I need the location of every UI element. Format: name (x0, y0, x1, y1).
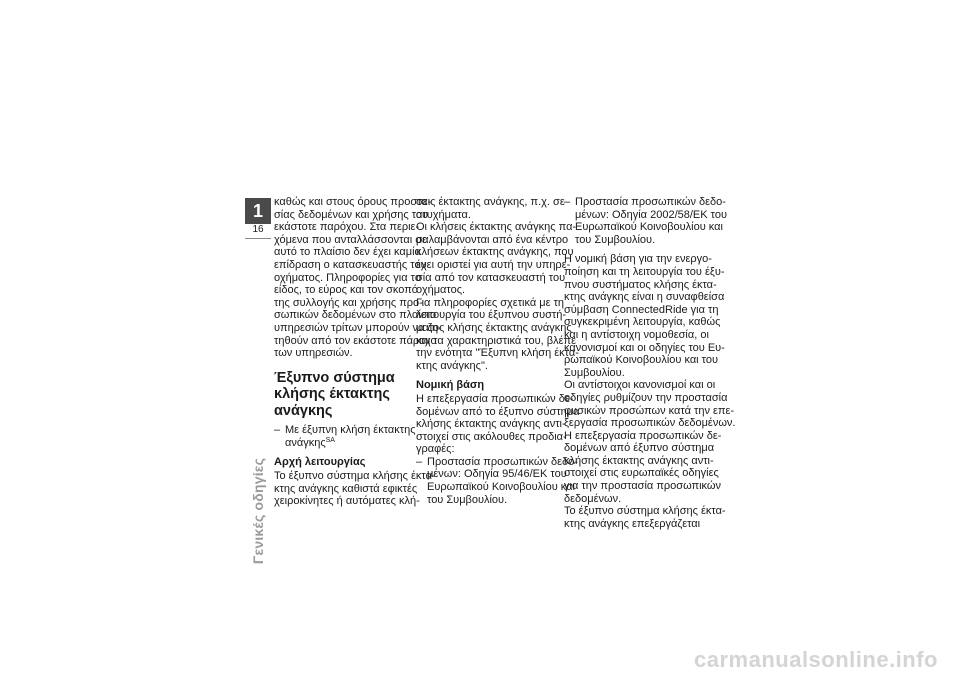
text-line: σίας δεδομένων και χρήσης του (274, 208, 429, 221)
text-column-3 (564, 196, 736, 530)
text-line: χόμενα που ανταλλάσσονται σε (274, 233, 427, 246)
text-line: Για πληροφορίες σχετικά με τη (416, 296, 565, 309)
text-line: τηθούν από τον εκάστοτε πάροχο (274, 334, 437, 347)
intro-paragraph (274, 196, 442, 360)
text-line: σία από τον κατασκευαστή του (416, 271, 566, 284)
optional-equipment-marker: SA (325, 436, 335, 444)
text-line: ποίηση και τη λειτουργία του έξυ- (564, 265, 725, 278)
text-line: σεις έκτακτης ανάγκης, π.χ. σε (416, 196, 565, 208)
dash-item-text: μένων: Οδηγία 95/46/ΕΚ του (427, 468, 567, 481)
text-line: κτης ανάγκης επεξεργάζεται (564, 517, 701, 530)
watermark: carmanualsonline.info (694, 647, 938, 672)
page-number: 16 (252, 224, 264, 235)
text-line: κτης ανάγκης καθιστά εφικτές (274, 482, 418, 495)
sidebar-divider (245, 238, 271, 239)
text-line: Η επεξεργασία προσωπικών δε- (416, 392, 574, 405)
text-line: σωπικών δεδομένων στο πλαίσιο (274, 309, 437, 322)
text-line: κλήσης έκτακτης ανάγκης αντι- (564, 454, 714, 467)
legal-paragraph (416, 392, 580, 456)
section-heading (274, 370, 402, 420)
text-line: εκάστοτε παρόχου. Στα περιε- (274, 221, 420, 234)
chapter-number-badge: 1 (245, 198, 271, 224)
text-line: Το έξυπνο σύστημα κλήσης έκτα- (274, 470, 436, 482)
chapter-title-vertical: Γενικές οδηγίες (250, 457, 266, 565)
heading-line: κλήσης έκτακτης (274, 386, 390, 403)
dash-item-text: Ευρωπαϊκού Κοινοβουλίου και (575, 221, 723, 234)
text-line: Η επεξεργασία προσωπικών δε- (564, 429, 722, 442)
text-line: και τα χαρακτηριστικά του, βλέπε (416, 334, 576, 347)
text-line: για την προστασία προσωπικών (564, 480, 722, 493)
text-line: κλήσεων έκτακτης ανάγκης, που (416, 246, 574, 259)
text-line: υπηρεσιών τρίτων μπορούν να ζη- (274, 321, 442, 334)
dash-item-text: Προστασία προσωπικών δεδο- (427, 455, 578, 468)
dash-item-text: ανάγκης (285, 436, 326, 449)
text-line: δεδομένων. (564, 492, 622, 505)
text-line: ματος κλήσης έκτακτης ανάγκης (416, 321, 572, 334)
principle-paragraph (274, 470, 436, 508)
text-line: στοιχεί στις ακόλουθες προδια- (416, 430, 567, 443)
text-line: Οι αντίστοιχοι κανονισμοί και οι (564, 379, 716, 392)
text-line: οχήματος. (416, 284, 466, 297)
text-line: καθώς και στους όρους προστα- (274, 196, 432, 208)
dash-marker: – (416, 455, 423, 468)
text-line: και η αντίστοιχη νομοθεσία, οι (564, 328, 709, 341)
text-line: φυσικών προσώπων κατά την επε- (564, 404, 735, 417)
dash-marker: – (274, 424, 281, 437)
function-paragraph (416, 196, 579, 372)
text-line: χειροκίνητες ή αυτόματες κλή- (274, 495, 420, 508)
text-line: σύμβαση ConnectedRide για τη (564, 303, 719, 316)
dash-item-text: Ευρωπαϊκού Κοινοβουλίου και (427, 481, 575, 494)
text-line: κανονισμοί και οι οδηγίες του Ευ- (564, 341, 725, 354)
text-line: οχήματος. Πληροφορίες για το (274, 271, 421, 284)
text-line: στοιχεί στις ευρωπαϊκές οδηγίες (564, 467, 719, 480)
text-line: Η νομική βάση για την ενεργο- (564, 253, 712, 266)
text-line: κλήσης έκτακτης ανάγκης αντι- (416, 418, 566, 431)
dash-item-text: Με έξυπνη κλήση έκτακτης (285, 424, 416, 437)
dash-item-text: Προστασία προσωπικών δεδο- (575, 196, 726, 208)
subheading-legal-basis: Νομική βάση (416, 379, 485, 392)
dash-item-text: του Συμβουλίου. (575, 233, 656, 246)
text-line: έχει οριστεί για αυτή την υπηρε- (416, 258, 571, 271)
text-line: είδος, το εύρος και τον σκοπό (274, 284, 418, 297)
text-line: κτης ανάγκης". (416, 359, 488, 372)
text-line: της συλλογής και χρήσης προ- (274, 296, 423, 309)
text-line: κτης ανάγκης είναι η συναφθείσα (564, 291, 725, 304)
text-line: ραλαμβάνονται από ένα κέντρο (416, 233, 569, 246)
heading-line: Έξυπνο σύστημα (274, 369, 395, 386)
text-column-2 (416, 196, 580, 506)
text-line: συγκεκριμένη λειτουργία, καθώς (564, 316, 721, 329)
text-line: γραφές: (416, 443, 455, 456)
text-line: Συμβουλίου. (564, 366, 625, 379)
text-line: οδηγίες ρυθμίζουν την προστασία (564, 391, 728, 404)
text-line: Οι κλήσεις έκτακτης ανάγκης πα- (416, 221, 577, 234)
text-line: δομένων από έξυπνο σύστημα (564, 442, 715, 455)
text-line: ξεργασία προσωπικών δεδομένων. (564, 417, 736, 430)
text-line: δομένων από το έξυπνο σύστημα (416, 405, 580, 418)
text-line: αυτό το πλαίσιο δεν έχει καμία (274, 246, 421, 259)
equipment-dash-item (274, 424, 416, 449)
dash-item-text: μένων: Οδηγία 2002/58/ΕΚ του (575, 208, 727, 221)
text-line: των υπηρεσιών. (274, 347, 353, 360)
text-line: ρωπαϊκού Κοινοβουλίου και του (564, 354, 719, 367)
text-line: επίδραση ο κατασκευαστής του (274, 258, 427, 271)
subheading-principle: Αρχή λειτουργίας (274, 456, 366, 469)
text-line: ατυχήματα. (416, 208, 471, 221)
dash-item-text: του Συμβουλίου. (427, 493, 508, 506)
directive-dash-item (564, 196, 727, 246)
text-line: την ενότητα "Έξυπνη κλήση έκτα- (416, 347, 579, 360)
directive-dash-item (416, 455, 578, 506)
heading-line: ανάγκης (274, 402, 333, 419)
legal-basis-paragraph (564, 253, 736, 530)
text-line: λειτουργία του έξυπνου συστή- (416, 309, 567, 322)
dash-marker: – (564, 196, 571, 208)
text-line: Το έξυπνο σύστημα κλήσης έκτα- (564, 505, 726, 518)
text-line: πνου συστήματος κλήσης έκτα- (564, 278, 717, 291)
